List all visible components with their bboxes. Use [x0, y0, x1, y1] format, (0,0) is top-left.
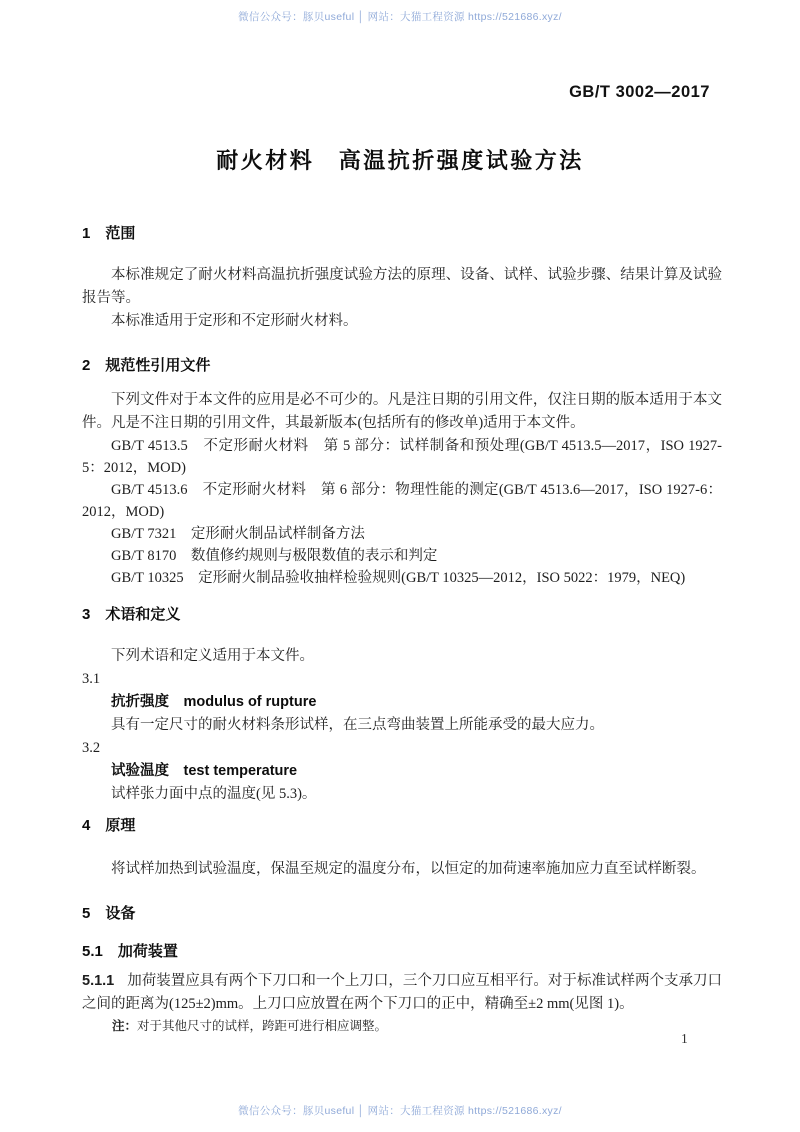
section-2-heading: 2 规范性引用文件	[82, 357, 211, 374]
document-title: 耐火材料 高温抗折强度试验方法	[216, 148, 584, 173]
reference-item: GB/T 10325 定形耐火制品验收抽样检验规则(GB/T 10325—2012，ISO 5022：1979，NEQ)	[111, 570, 686, 586]
page-number: 1	[681, 1031, 688, 1046]
note-label: 注：	[112, 1019, 138, 1033]
reference-item: GB/T 8170 数值修约规则与极限数值的表示和判定	[111, 548, 438, 564]
watermark-top: 微信公众号：豚贝useful │ 网站：大猫工程资源 https://521686.xyz/	[238, 11, 562, 23]
term-definition: 具有一定尺寸的耐火材料条形试样，在三点弯曲装置上所能承受的最大应力。	[111, 717, 604, 733]
clause-number: 5.1.1	[82, 973, 115, 989]
clause-note	[82, 1016, 722, 1037]
term-title: 试验温度 test temperature	[111, 763, 298, 779]
clause-5-1-1	[82, 970, 722, 1016]
term-number: 3.1	[82, 671, 101, 687]
term-title: 抗折强度 modulus of rupture	[111, 694, 317, 710]
clause-text: 加荷装置应具有两个下刀口和一个上刀口，三个刀口应互相平行。对于标准试样两个支承刀口之间的距离为(125±2)mm。上刀口应放置在两个下刀口的正中，精确至±2 mm(见图 1)。	[82, 973, 722, 1012]
section-5-heading: 5 设备	[82, 905, 136, 922]
reference-item: GB/T 4513.5 不定形耐火材料 第 5 部分：试样制备和预处理(GB/T 4513.5—2017，ISO 1927-5：2012，MOD)	[82, 438, 722, 476]
term-definition: 试样张力面中点的温度(见 5.3)。	[111, 786, 317, 802]
document-body	[82, 222, 722, 1037]
reference-item: GB/T 4513.6 不定形耐火材料 第 6 部分：物理性能的测定(GB/T 4513.6—2017，ISO 1927-6：2012，MOD)	[82, 482, 722, 520]
section-1-paragraph-scope: 本标准规定了耐火材料高温抗折强度试验方法的原理、设备、试样、试验步骤、结果计算及试验报告等。	[82, 267, 722, 306]
section-4-paragraph: 将试样加热到试验温度，保温至规定的温度分布，以恒定的加荷速率施加应力直至试样断裂。	[111, 861, 706, 877]
normative-references-list	[82, 435, 722, 589]
section-4-heading: 4 原理	[82, 817, 136, 834]
section-5-1-heading: 5.1 加荷装置	[82, 943, 178, 960]
reference-item: GB/T 7321 定形耐火制品试样制备方法	[111, 526, 365, 542]
watermark-bottom: 微信公众号：豚贝useful │ 网站：大猫工程资源 https://521686.xyz/	[238, 1105, 562, 1117]
section-3-intro: 下列术语和定义适用于本文件。	[111, 648, 314, 664]
section-1-heading: 1 范围	[82, 225, 136, 242]
standard-code: GB/T 3002—2017	[569, 83, 710, 101]
section-1-paragraph-applicability: 本标准适用于定形和不定形耐火材料。	[111, 313, 358, 329]
note-text: 对于其他尺寸的试样，跨距可进行相应调整。	[137, 1019, 388, 1033]
term-number: 3.2	[82, 740, 101, 756]
section-3-heading: 3 术语和定义	[82, 606, 181, 623]
section-2-intro: 下列文件对于本文件的应用是必不可少的。凡是注日期的引用文件，仅注日期的版本适用于本文件。凡是不注日期的引用文件，其最新版本(包括所有的修改单)适用于本文件。	[82, 392, 722, 431]
